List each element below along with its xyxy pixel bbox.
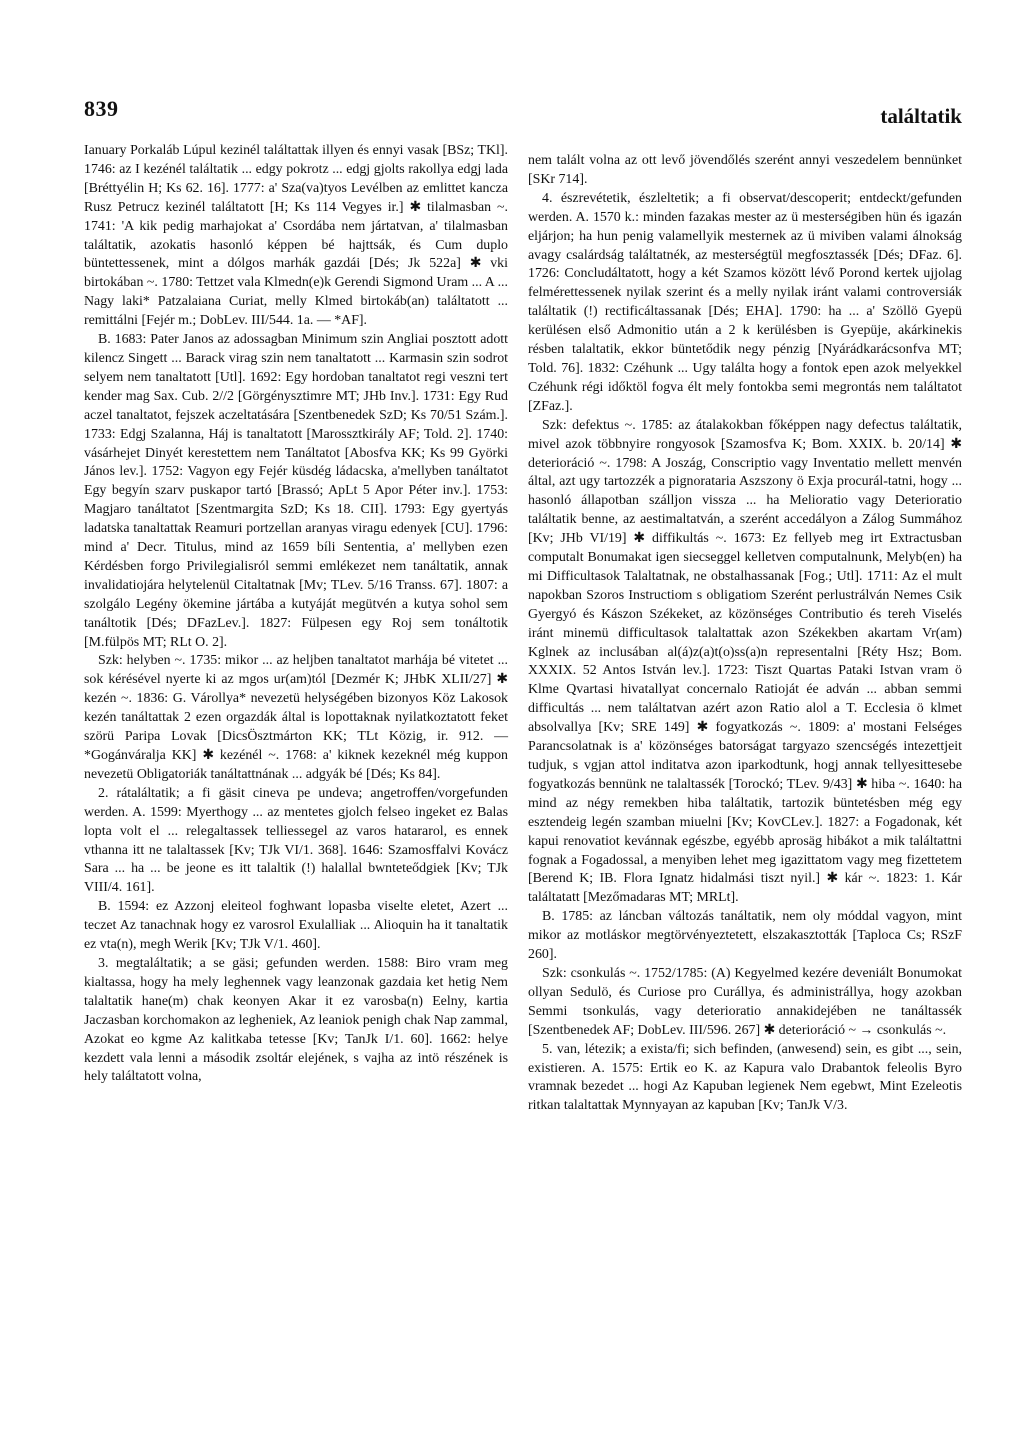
paragraph: B. 1683: Pater Janos az adossagban Minimum szin Angliai posztott adott kilencz Singett ... Barack virag szin nem tanaltatott ... Karmasin szin sodrot selyem nem tanaltatott [Utl]. 1692: Egy hordoban tanaltatot regi veszni tert kender mag Sax. Cub. 2//2 [Görgénysztimre MT; JHb Inv.]. 1731: Egy Rud aczel tanaltatot, fejszek aczeltatására [Szentbenedek SzD; Ks 70/51 Szám.]. 1733: Edgj Szalanna, Háj is tanaltatott [Marossztkirály AF; Told. 2]. 1740: vásárhejet Dinyét kerestettem nem Tanáltatot [Abosfva KK; Ks 99 Györki János lev.]. 1752: Vagyon egy Fejér küsdég ládacska, a'mellyben tanáltatot Egy begyín szarv puskapor tartó [Brassó; ApLt 5 Apor Péter inv.]. 1753: Magjaro tanáltatot [Szentmargita SzD; Ks 18. CII]. 1793: Egy gyertyás ladatska tanaltattak Reamuri portzellan aranyas viragu edenyek [CU]. 1796: mind a' Decr. Titulus, mind az 1659 bíli Sententia, a' mellyben ezen Kérdésben forgo Privilegialisról semmi emlékezet nem tanáltatik, annak invalidatiojára helytelenül Citaltatnak [Mv; TLev. 5/16 Transs. 67]. 1807: a szolgálo Legény ökemine jártába a kutyáját megütvén a kutya sohol sem tanáltotik [Dés; DFazLev.]. 1827: Fülpesen egy Roj sem tonáltotik [M.fülpös MT; RLt O. 2]. bbox=[84, 332, 508, 650]
right-column bbox=[528, 152, 962, 1116]
paragraph: Ianuary Porkaláb Lúpul kezinél találtattak illyen és ennyi vasak [BSz; TKl]. 1746: az I kezénél találtatik ... edgy pokrotz ... edgj gjolts rakollya edgj lada [Bréttyélin H; Ks 62. 16]. 1777: a' Sza(va)tyos Levélben az emlittet kancza Rusz Petrucz kezinél találtatott [H; Ks 114 Vegyes ir.] ✱ tilalmasban ~. 1741: 'A kik pedig marhajokat a' Csordába nem jártatvan, a' tilalmasban találtatik, azokatis hasonló képpen bé hajttsák, és Cum duplo büntettessenek, mint a dólgos marhák gazdái [Dés; Jk 522a] ✱ vki birtokában ~. 1780: Tettzet vala Klmedn(e)k Gerendi Sigmond Uram ... A ... Nagy laki* Patzalaiana Curiat, melly Klmed birtokáb(an) találtatott ... remittálni [Fejér m.; DobLev. III/544. 1a. — *AF]. bbox=[84, 143, 508, 329]
paragraph: 3. megtaláltatik; a se gäsi; gefunden werden. 1588: Biro vram meg kialtassa, hogy ha mely leghennek vagy leanzonak gazdaia ket hetig Nem talaltatik hane(m) chak keonyen Akar it ez varosba(n) Eelny, kartia Jaczasban korchomakon az legheniek, Az leaniok penigh chak Nap zammal, Azokat eo kgme Az kalitkaba tetesse [Kv; TanJk I/1. 60]. 1662: helye kezdett vala lenni a második zsoltár elejének, s vajha az intö részének is hely találtatott volna, bbox=[84, 955, 508, 1085]
paragraph: B. 1594: ez Azzonj eleiteol foghwant lopasba viselte eletet, Azert ... teczet Az tanachnak hogy ez varosrol Exulalliak ... Alioquin ha it tanaltatik ez vta(n), megh Werik [Kv; TJk V/1. 460]. bbox=[84, 899, 508, 953]
paragraph: 5. van, létezik; a exista/fi; sich befinden, (anwesend) sein, es gibt ..., sein, existieren. A. 1575: Ertik eo K. az Kapura valo Drabantok feleolis Byro vramnak bezedet ... hogi Az Kapuban legienek Nem egebwt, Mint Ezeleotis ritkan talaltattak Mynnyayan az kapuban [Kv; TanJk V/3. bbox=[528, 1041, 962, 1114]
left-column bbox=[84, 142, 508, 1087]
running-head: találtatik bbox=[880, 104, 962, 128]
paragraph: B. 1785: az láncban változás tanáltatik, nem oly móddal vagyon, mint mikor az motláskor megtörvényeztetett, elszakasztották [Taploca Cs; RSzF 260]. bbox=[528, 909, 962, 963]
paragraph: 2. rátaláltatik; a fi gäsit cineva pe undeva; angetroffen/vorgefunden werden. A. 1599: Myerthogy ... az mentetes gjolch felseo ingeket ez Balas lopta volt el ... relegaltassek telliessegel az varos hatararol, es ennek vthanna itt ne talaltassek [Kv; TJk VI/1. 368]. 1646: Szamosffalvi Kovácz Sara ... ha ... be jeone es itt talaltik (!) halallal bwnteteődgiek [Kv; TJk VIII/4. 161]. bbox=[84, 785, 508, 896]
paragraph: Szk: defektus ~. 1785: az átalakokban főképpen nagy defectus találtatik, mivel azok többnyire rongyosok [Szamosfva K; Bom. XXIX. b. 20/14] ✱ deterioráció ~. 1798: A Joszág, Conscriptio vagy Inventatio mellett menvén által, azt ugy tartozzék a pignorataria Aszszony ö Exja procurál-tatni, hogy ... hasonló állapotban szálljon vissza ... ha Melioratio vagy Deterioratio találtatik benne, az aestimaltatván, a szerént accedályon a Zálog Summához [Kv; JHb VI/19] ✱ diffikultás ~. 1673: Ez fellyeb meg irt Extractusban computalt Bonumakat igen siecseggel kelletven computalnunk, Melyb(en) ha mi Difficultasok Talaltatnak, ne obstalhassanak [Fog.; Utl]. 1711: Az el mult napokban Szoros Instructiom s obligatiom Szerént perlustrálván Nemes Csik Gyergyó és Kászon Székeket, az közönséges Contributio és tereh Viselés iránt minemü difficultasok talaltattak azon Székekben akartam Vr(am) Kglnek az inclusában al(á)z(a)t(o)ss(a)n representalni [Réty Hsz; Bom. XXXIX. 52 Antos István lev.]. 1723: Tiszt Quartas Pataki Istvan vram ö Klme Qvartasi hivatallyat concernalo Ratioját ée adván ... abban semmi difficultás ... nem találtatvan azért azon Ratio alol a T. Ecclesia ö klmet absolvallya [Kv; SRE 149] ✱ fogyatkozás ~. 1809: a' mostani Felséges Parancsolatnak is a' közönséges batorságat targyazo szencségés intezettjeit tudjuk, s vgjan attol inditatva azon iparkodtunk, hogj annak tellyesittesebe fogyatkozás bennünk ne talaltassék [Torockó; TLev. 9/43] ✱ hiba ~. 1640: ha mind az négy remekben hiba találtatik, tartozik büntetésben még egy esztendeig legén szamban miuelni [Kv; KovCLev.]. 1827: a Fogadonak, két kapui renovatiot kevánnak egészbe, egyébb aprosäg hibákot a mik találtattni fognak a Fogadossal, a menyiben lehet meg igazittatom vagy meg fizettetem [Berend K; IB. Flora Ignatz hidalmási tiszt nyil.] ✱ kár ~. 1823: 1. Kár találtatatt [Mezőmadaras MT; MRLt]. bbox=[528, 417, 962, 906]
paragraph: Szk: csonkulás ~. 1752/1785: (A) Kegyelmed kezére deveniált Bonumokat ollyan Sedulö, és Curiose pro Curállya, és administrállya, hogy azokban Semmi tsonkulás, vagy deterioratio annakidejében ne tanáltassék [Szentbenedek AF; DobLev. III/596. 267] ✱ deterioráció ~ → csonkulás ~. bbox=[528, 965, 962, 1038]
paragraph: 4. észrevétetik, észleltetik; a fi observat/descoperit; entdeckt/gefunden werden. A. 1570 k.: minden fazakas mester az ü mesterségiben hün és igazán eljárjon; ha hun penig valamellyik mesternek az ü miviben valami álnokság avagy csalárdság találtatnék, az mesterségtül megfosztassék [Dés; DFaz. 6]. 1726: Concludáltatott, hogy a két Szamos között lévő Porond kertek ujjolag felmérettessenek nyilak szerint és a melly nyilak iránt valami controversiák találtatik (!) rectificáltassanak [Dés; EHA]. 1790: ha ... a' Szöllö Gyepü kerülésen első Admonitio után a 2 k kerülésben is Gyepüje, akárkinekis résben talaltatik, ekkor büntetődik negy pénzig [Nyárádkarácsonfva MT; Told. 76]. 1832: Czéhunk ... Ugy találta hogy a fontok epen azok melyekkel Czéhunk régi időktöl fogva élt mely fontokba semi megrontás nem találtatot [ZFaz.]. bbox=[528, 190, 962, 414]
page-number: 839 bbox=[84, 96, 119, 121]
paragraph: nem talált volna az ott levő jövendőlés szerént annyi veszedelem bennünket [SKr 714]. bbox=[528, 153, 962, 187]
paragraph: Szk: helyben ~. 1735: mikor ... az heljben tanaltatot marhája bé vitetet ... sok kérésével nyerte ki az mgos ur(am)tól [Dezmér K; JHbK XLII/27] ✱ kezén ~. 1836: G. Várollya* nevezetü helységében bizonyos Köz Lakosok kezén tanáltattak 2 ezen orgazdák által is lopottaknak nyilatkoztatott feket szörü Paripa Lovak [DicsÖsztmárton KK; TLt Közig, ir. 912. — *Gogánváralja KK] ✱ kezénél ~. 1768: a' kiknek kezeknél még kuppon nevezetü Obligatoriák tanáltattnának ... adgyák bé [Dés; Ks 84]. bbox=[84, 653, 508, 782]
